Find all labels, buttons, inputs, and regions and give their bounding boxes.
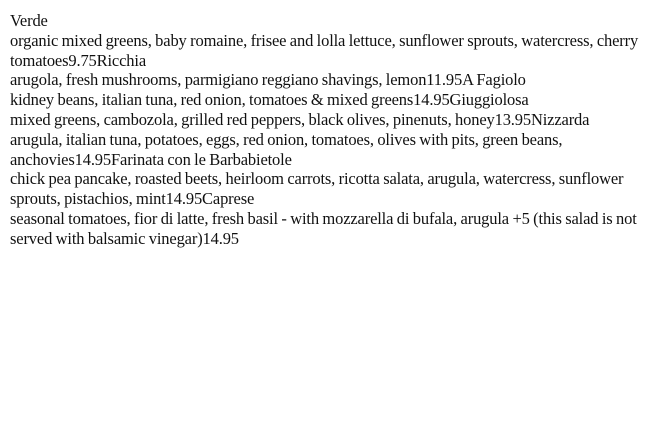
salad-menu xyxy=(10,11,644,249)
menu-line: organic mixed greens, baby romaine, frisee and lolla lettuce, sunflower sprouts, watercress, cherry tomatoes9.75Ricchia xyxy=(10,30,639,70)
menu-line: arugula, italian tuna, potatoes, eggs, red onion, tomatoes, olives with pits, green beans, anchovies14.95Farinata con le Barbabietole xyxy=(10,129,563,169)
menu-line: chick pea pancake, roasted beets, heirloom carrots, ricotta salata, arugula, watercress, sunflower sprouts, pistachios, mint14.95Caprese xyxy=(10,169,624,209)
menu-first-item-name: Verde xyxy=(10,11,48,30)
menu-line: arugola, fresh mushrooms, parmigiano reggiano shavings, lemon11.95A Fagiolo xyxy=(10,70,526,90)
menu-line: seasonal tomatoes, fior di latte, fresh basil - with mozzarella di bufala, arugula +5 (this salad is not served with balsamic vinegar)14.95 xyxy=(10,208,637,248)
menu-line: kidney beans, italian tuna, red onion, tomatoes & mixed greens14.95Giuggiolosa xyxy=(10,90,529,110)
menu-line: mixed greens, cambozola, grilled red peppers, black olives, pinenuts, honey13.95Nizzarda xyxy=(10,109,590,129)
